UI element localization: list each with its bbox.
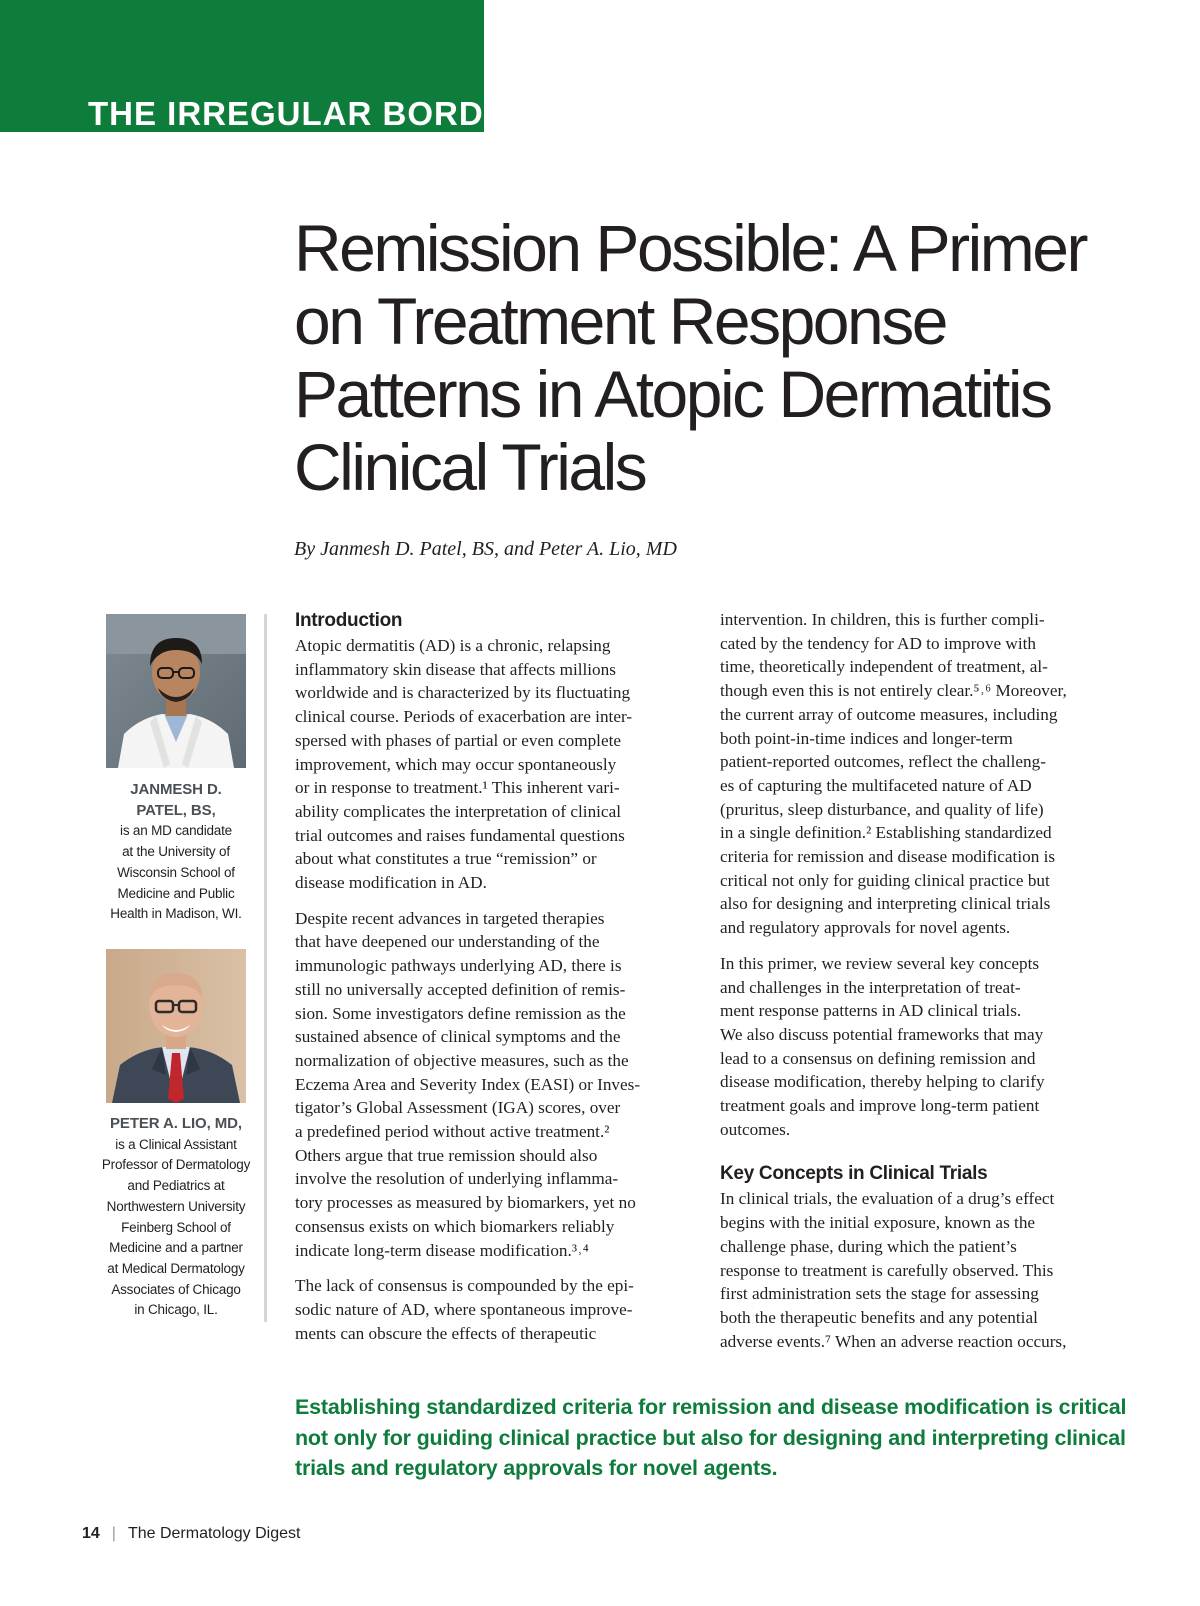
text-line: a predefined period without active treatment.² xyxy=(295,1122,610,1142)
text-line: clinical course. Periods of exacerbation are inter- xyxy=(295,707,633,727)
text-line: disease modification in AD. xyxy=(295,873,487,893)
bio-line: at Medical Dermatology xyxy=(107,1260,245,1276)
title-line: Patterns in Atopic Dermatitis xyxy=(294,357,1051,431)
text-line: first administration sets the stage for assessing xyxy=(720,1284,1039,1304)
text-line: criteria for remission and disease modification is xyxy=(720,847,1056,867)
text-line: tory processes as measured by biomarkers, yet no xyxy=(295,1193,636,1213)
text-line: adverse events.⁷ When an adverse reaction occurs, xyxy=(720,1331,1067,1351)
text-line: immunologic pathways underlying AD, there is xyxy=(295,956,622,976)
text-line: spersed with phases of partial or even complete xyxy=(295,730,621,750)
pull-quote xyxy=(295,1392,1175,1484)
text-line: indicate long-term disease modification.³˒⁴ xyxy=(295,1240,589,1260)
text-line: improvement, which may occur spontaneously xyxy=(295,754,617,774)
text-line: sodic nature of AD, where spontaneous improve- xyxy=(295,1299,633,1319)
text-line: normalization of objective measures, such as the xyxy=(295,1050,629,1070)
text-line: and challenges in the interpretation of treat- xyxy=(720,977,1021,997)
pull-quote-line: trials and regulatory approvals for novel agents. xyxy=(295,1456,778,1480)
text-line: ments can obscure the effects of therapeutic xyxy=(295,1323,597,1343)
text-line: inflammatory skin disease that affects millions xyxy=(295,659,616,679)
text-line: The lack of consensus is compounded by the epi- xyxy=(295,1276,634,1296)
text-line: (pruritus, sleep disturbance, and quality of life) xyxy=(720,799,1044,819)
text-line: disease modification, thereby helping to clarify xyxy=(720,1072,1045,1092)
text-line: challenge phase, during which the patient’s xyxy=(720,1236,1017,1256)
title-line: Clinical Trials xyxy=(294,430,646,504)
body-paragraph xyxy=(720,608,1120,940)
text-line: Atopic dermatitis (AD) is a chronic, relapsing xyxy=(295,636,611,655)
bio-line: Associates of Chicago xyxy=(111,1281,241,1297)
text-line: about what constitutes a true “remission” or xyxy=(295,849,597,869)
article-column-1 xyxy=(295,608,695,1357)
body-paragraph xyxy=(295,634,695,895)
text-line: treatment goals and improve long-term patient xyxy=(720,1096,1040,1116)
text-line: the current array of outcome measures, including xyxy=(720,704,1058,724)
bio-line: Northwestern University xyxy=(106,1198,246,1214)
text-line: begins with the initial exposure, known as the xyxy=(720,1213,1036,1233)
body-paragraph xyxy=(295,907,695,1263)
text-line: sion. Some investigators define remission as the xyxy=(295,1003,626,1023)
text-line: still no universally accepted definition of remis- xyxy=(295,979,626,999)
bio-line: Medicine and Public xyxy=(117,885,235,901)
text-line: or in response to treatment.¹ This inherent vari- xyxy=(295,778,620,798)
bio-line: in Chicago, IL. xyxy=(134,1302,218,1318)
section-banner xyxy=(0,0,532,132)
text-line: cated by the tendency for AD to improve with xyxy=(720,633,1036,653)
text-line: that have deepened our understanding of the xyxy=(295,932,600,952)
bio-line: at the University of xyxy=(122,844,230,860)
text-line: Despite recent advances in targeted therapies xyxy=(295,908,605,928)
text-line: Eczema Area and Severity Index (EASI) or Inves- xyxy=(295,1074,641,1094)
body-paragraph xyxy=(295,1274,695,1345)
sidebar-divider xyxy=(264,614,267,1322)
title-line: on Treatment Response xyxy=(294,284,946,358)
text-line: time, theoretically independent of treatment, al- xyxy=(720,657,1048,677)
bio-line: Feinberg School of xyxy=(121,1219,231,1235)
text-line: both point-in-time indices and longer-term xyxy=(720,728,1013,748)
bio-line: Health in Madison, WI. xyxy=(110,906,242,922)
text-line: outcomes. xyxy=(720,1119,791,1139)
text-line: sustained absence of clinical symptoms and the xyxy=(295,1027,621,1047)
body-paragraph xyxy=(720,1187,1120,1353)
text-line: also for designing and interpreting clinical trials xyxy=(720,894,1051,914)
section-heading: Key Concepts in Clinical Trials xyxy=(720,1163,988,1185)
text-line: In clinical trials, the evaluation of a drug’s effect xyxy=(720,1189,1055,1209)
author-photo-patel xyxy=(106,614,246,768)
section-heading: Introduction xyxy=(295,610,403,631)
text-line: We also discuss potential frameworks that may xyxy=(720,1024,1044,1044)
text-line: es of capturing the multifaceted nature of AD xyxy=(720,775,1032,795)
text-line: ability complicates the interpretation of clinical xyxy=(295,801,621,821)
text-line: In this primer, we review several key concepts xyxy=(720,953,1040,973)
bio-line: is an MD candidate xyxy=(120,823,232,839)
bio-line: and Pediatrics at xyxy=(127,1178,225,1194)
title-line: Remission Possible: A Primer xyxy=(294,211,1086,285)
text-line: and regulatory approvals for novel agents. xyxy=(720,918,1011,938)
byline: By Janmesh D. Patel, BS, and Peter A. Lio, MD xyxy=(294,538,677,560)
bio-line: Professor of Dermatology xyxy=(101,1157,251,1173)
footer-separator: | xyxy=(111,1525,116,1542)
author-name: PETER A. LIO, MD, xyxy=(110,1115,242,1132)
author-name: JANMESH D. xyxy=(130,781,222,798)
text-line: critical not only for guiding clinical practice but xyxy=(720,870,1050,890)
text-line: worldwide and is characterized by its fluctuating xyxy=(295,683,631,703)
text-line: trial outcomes and raises fundamental questions xyxy=(295,825,625,845)
text-line: Others argue that true remission should also xyxy=(295,1145,598,1165)
text-line: both the therapeutic benefits and any potential xyxy=(720,1307,1038,1327)
pull-quote-line: Establishing standardized criteria for remission and disease modification is critical xyxy=(295,1395,1127,1419)
text-line: though even this is not entirely clear.⁵˒⁶ Moreover, xyxy=(720,681,1067,701)
author-photo-lio xyxy=(106,949,246,1103)
bio-line: Wisconsin School of xyxy=(117,864,235,880)
text-line: consensus exists on which biomarkers reliably xyxy=(295,1216,615,1236)
article-title xyxy=(294,212,1174,504)
text-line: involve the resolution of underlying inflamma- xyxy=(295,1169,619,1189)
author-bio-patel xyxy=(94,780,258,925)
body-paragraph xyxy=(720,952,1120,1142)
text-line: patient-reported outcomes, reflect the challeng- xyxy=(720,752,1046,772)
author-bio-lio xyxy=(94,1114,258,1321)
text-line: in a single definition.² Establishing standardized xyxy=(720,823,1052,843)
text-line: intervention. In children, this is further compli- xyxy=(720,610,1045,629)
text-line: lead to a consensus on defining remission and xyxy=(720,1048,1036,1068)
text-line: tigator’s Global Assessment (IGA) scores, over xyxy=(295,1098,621,1118)
author-name: PATEL, BS, xyxy=(136,801,216,819)
section-label: THE IRREGULAR BORDER xyxy=(88,95,532,132)
bio-line: Medicine and a partner xyxy=(109,1240,243,1256)
author-sidebar xyxy=(94,614,258,1322)
text-line: response to treatment is carefully observed. This xyxy=(720,1260,1054,1280)
page-number: 14 xyxy=(82,1525,100,1542)
publication-name: The Dermatology Digest xyxy=(127,1525,301,1542)
page-footer xyxy=(82,1525,300,1543)
text-line: ment response patterns in AD clinical trials. xyxy=(720,1001,1022,1021)
bio-line: is a Clinical Assistant xyxy=(115,1136,237,1152)
article-column-2 xyxy=(720,608,1120,1365)
pull-quote-line: not only for guiding clinical practice but also for designing and interpreting clinical xyxy=(295,1425,1126,1450)
